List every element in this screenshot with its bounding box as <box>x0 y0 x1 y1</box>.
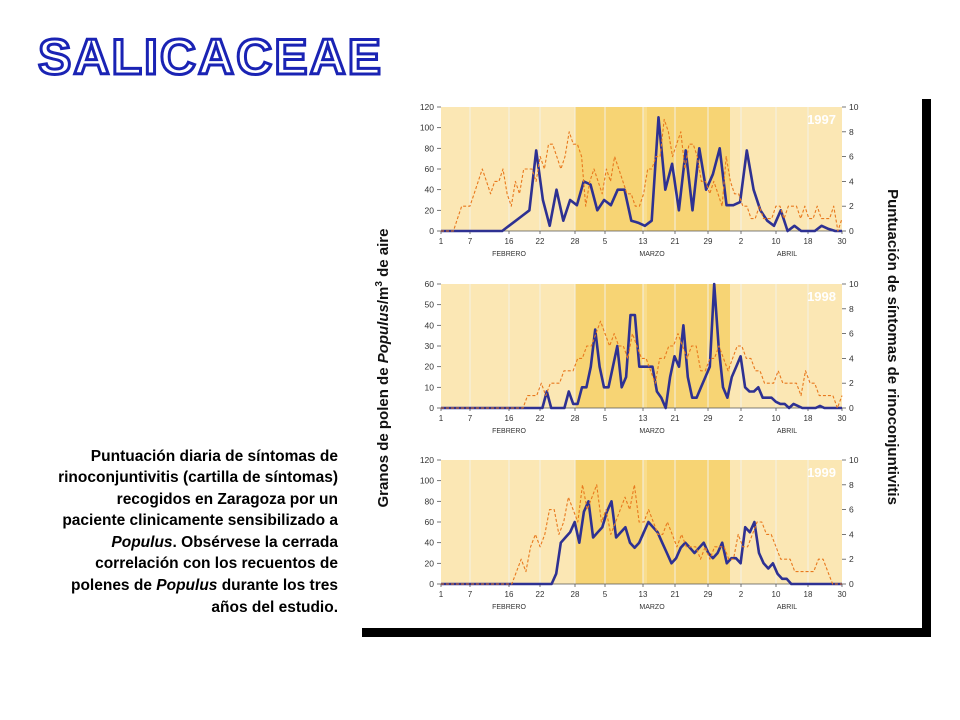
left-tick-label: 30 <box>424 341 434 351</box>
caption-text-2: . Obsérvese la cerrada correlación con los recuentos de polenes de <box>70 533 338 595</box>
x-tick-label: 29 <box>703 237 713 246</box>
band-divider <box>643 107 647 231</box>
chart-panel-1999 <box>420 455 859 611</box>
right-tick-label: 10 <box>849 102 859 112</box>
right-tick-label: 4 <box>849 529 854 540</box>
left-tick-label: 120 <box>419 455 434 465</box>
slide-title: SALICACEAE <box>38 29 384 85</box>
frame-right-bar <box>922 99 931 637</box>
left-axis-label <box>374 229 392 508</box>
band-divider <box>643 284 647 408</box>
x-tick-label: 10 <box>771 414 781 423</box>
month-label-marzo: MARZO <box>639 604 665 611</box>
x-tick-label: 10 <box>771 590 781 599</box>
x-tick-label: 1 <box>438 414 444 423</box>
x-tick-label: 13 <box>638 237 648 246</box>
month-label-marzo: MARZO <box>639 428 665 435</box>
month-label-marzo: MARZO <box>639 251 665 258</box>
caption-text-3: durante los tres años del estudio. <box>211 577 338 616</box>
x-tick-label: 28 <box>570 414 580 423</box>
x-tick-label: 22 <box>535 414 545 423</box>
x-tick-label: 18 <box>803 590 813 599</box>
right-tick-label: 6 <box>849 328 854 339</box>
left-tick-label: 120 <box>419 102 434 112</box>
right-tick-label: 8 <box>849 479 854 490</box>
left-tick-label: 0 <box>429 226 434 236</box>
frame-bottom-bar <box>362 628 931 637</box>
x-tick-label: 10 <box>771 237 781 246</box>
right-tick-label: 0 <box>849 579 854 589</box>
x-tick-label: 29 <box>703 590 713 599</box>
left-axis-label-pre: Granos de polen de <box>375 363 392 508</box>
x-tick-label: 7 <box>467 237 473 246</box>
right-tick-label: 6 <box>849 151 854 162</box>
year-label: 1997 <box>807 112 836 127</box>
x-tick-label: 5 <box>602 590 608 599</box>
left-tick-label: 100 <box>419 122 434 133</box>
x-tick-label: 5 <box>602 237 608 246</box>
x-tick-label: 13 <box>638 590 648 599</box>
x-tick-label: 22 <box>535 590 545 599</box>
left-tick-label: 60 <box>424 517 434 527</box>
x-tick-label: 16 <box>504 237 514 246</box>
left-axis-label-genus: Populus <box>375 304 392 364</box>
left-tick-label: 60 <box>424 164 434 174</box>
x-tick-label: 18 <box>803 237 813 246</box>
right-tick-label: 8 <box>849 126 854 137</box>
month-label-abril: ABRIL <box>776 251 798 258</box>
right-tick-label: 2 <box>849 201 854 212</box>
month-label-abril: ABRIL <box>776 428 798 435</box>
month-label-febrero: FEBRERO <box>492 428 526 435</box>
left-axis-label-unit: /m <box>375 286 392 305</box>
right-tick-label: 0 <box>849 226 854 236</box>
right-axis-label: Puntuación de síntomas de rinoconjuntivitis <box>884 189 901 505</box>
chart-panel-1997 <box>420 102 859 258</box>
right-tick-label: 10 <box>849 279 859 289</box>
x-tick-label: 2 <box>738 414 744 423</box>
month-label-febrero: FEBRERO <box>492 251 526 258</box>
left-tick-label: 20 <box>424 205 434 216</box>
year-label: 1999 <box>807 465 836 480</box>
caption-genus-1: Populus <box>111 533 173 551</box>
x-tick-label: 30 <box>837 590 847 599</box>
caption-genus-2: Populus <box>156 577 218 595</box>
right-tick-label: 6 <box>849 504 854 515</box>
left-tick-label: 20 <box>424 361 434 372</box>
left-tick-label: 40 <box>424 320 434 331</box>
band-peak-season <box>575 460 730 584</box>
right-tick-label: 4 <box>849 353 854 364</box>
right-tick-label: 4 <box>849 176 854 187</box>
x-tick-label: 2 <box>738 590 744 599</box>
right-tick-label: 2 <box>849 378 854 389</box>
left-tick-label: 40 <box>424 537 434 548</box>
left-tick-label: 80 <box>424 143 434 154</box>
x-tick-label: 16 <box>504 414 514 423</box>
x-tick-label: 22 <box>535 237 545 246</box>
x-tick-label: 2 <box>738 237 744 246</box>
x-tick-label: 1 <box>438 590 444 599</box>
left-axis-label-end: de aire <box>375 228 392 282</box>
year-label: 1998 <box>807 289 836 304</box>
month-label-abril: ABRIL <box>776 604 798 611</box>
x-tick-label: 28 <box>570 590 580 599</box>
right-tick-label: 8 <box>849 303 854 314</box>
x-tick-label: 30 <box>837 237 847 246</box>
chart-panel-1998 <box>425 279 859 435</box>
band-early-february <box>441 284 575 408</box>
left-axis-label-sup: 3 <box>374 281 385 287</box>
left-tick-label: 20 <box>424 558 434 569</box>
left-tick-label: 40 <box>424 184 434 195</box>
x-tick-label: 1 <box>438 237 444 246</box>
right-tick-label: 10 <box>849 455 859 465</box>
left-tick-label: 0 <box>429 579 434 589</box>
x-tick-label: 29 <box>703 414 713 423</box>
x-tick-label: 5 <box>602 414 608 423</box>
right-tick-label: 2 <box>849 554 854 565</box>
x-tick-label: 21 <box>670 414 680 423</box>
caption-text-1: Puntuación diaria de síntomas de rinoconjuntivitis (cartilla de síntomas) recogidos en Zaragoza por un paciente clinicamente sensibilizado a <box>58 447 338 530</box>
month-label-febrero: FEBRERO <box>492 604 526 611</box>
left-tick-label: 100 <box>419 475 434 486</box>
x-tick-label: 7 <box>467 590 473 599</box>
x-tick-label: 21 <box>670 237 680 246</box>
band-early-february <box>441 107 575 231</box>
left-tick-label: 10 <box>424 382 434 393</box>
x-tick-label: 21 <box>670 590 680 599</box>
left-tick-label: 50 <box>424 299 434 310</box>
x-tick-label: 7 <box>467 414 473 423</box>
x-tick-label: 16 <box>504 590 514 599</box>
left-tick-label: 0 <box>429 403 434 413</box>
band-early-february <box>441 460 575 584</box>
x-tick-label: 30 <box>837 414 847 423</box>
x-tick-label: 13 <box>638 414 648 423</box>
left-tick-label: 80 <box>424 496 434 507</box>
x-tick-label: 18 <box>803 414 813 423</box>
left-tick-label: 60 <box>424 279 434 289</box>
x-tick-label: 28 <box>570 237 580 246</box>
right-tick-label: 0 <box>849 403 854 413</box>
